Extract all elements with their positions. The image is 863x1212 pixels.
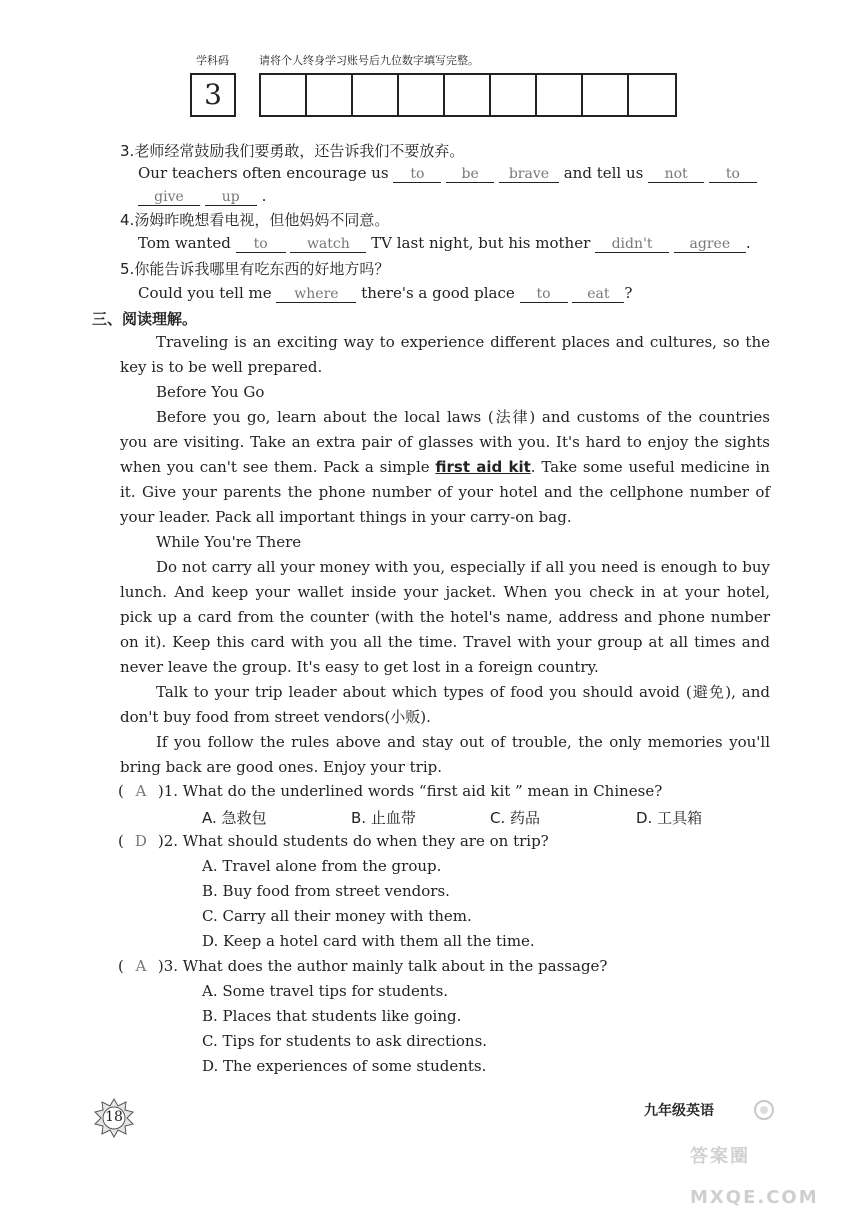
answer-blank[interactable]: not xyxy=(648,166,704,183)
paragraph-while-2: Talk to your trip leader about which types of food you should avoid (避免), and don't buy food from street vendors(小贩). xyxy=(120,683,770,726)
answer-blank[interactable]: to xyxy=(393,166,441,183)
item-4-chinese xyxy=(120,209,389,230)
answer-blank[interactable]: brave xyxy=(499,166,559,183)
digit-box[interactable] xyxy=(353,75,399,115)
underlined-phrase: first aid kit xyxy=(435,458,531,476)
answer-blank[interactable]: agree xyxy=(674,236,746,253)
digit-box[interactable] xyxy=(307,75,353,115)
item-3-line-2 xyxy=(138,187,266,206)
page-number: 18 xyxy=(105,1109,123,1125)
answer-blank[interactable]: to xyxy=(236,236,286,253)
sentence-text: Our teachers often encourage us xyxy=(138,164,389,182)
section-title: 三、阅读理解。 xyxy=(92,310,198,328)
option[interactable]: C. 药品 xyxy=(490,809,541,827)
option[interactable]: C. Tips for students to ask directions. xyxy=(202,1032,488,1050)
heading-before-you-go: Before You Go xyxy=(156,383,265,401)
option[interactable]: A. 急救包 xyxy=(202,809,267,827)
digit-box[interactable] xyxy=(261,75,307,115)
item-chinese-text: 老师经常鼓励我们要勇敢，还告诉我们不要放弃。 xyxy=(134,142,465,160)
digit-box[interactable] xyxy=(583,75,629,115)
subject-code-label: 学科码 xyxy=(196,54,229,67)
paragraph-conclusion: If you follow the rules above and stay out of trouble, the only memories you'll bring back are good ones. Enjoy your trip. xyxy=(120,733,770,776)
sentence-text: and tell us xyxy=(563,164,644,182)
answer-blank[interactable]: watch xyxy=(290,236,366,253)
question-text: )1. What do the underlined words “first aid kit ” mean in Chinese? xyxy=(157,782,663,800)
answer-blank[interactable]: didn't xyxy=(595,236,669,253)
answer-blank[interactable]: to xyxy=(520,286,568,303)
digit-box[interactable] xyxy=(629,75,675,115)
sentence-text: there's a good place xyxy=(361,284,515,302)
item-5-chinese xyxy=(120,258,389,279)
paragraph-text: Before you go, learn about the local laws (法律) and customs of the countries you are visiting. Take an extra pair of glasses with you. It's hard to enjoy the sights when you can't see them. Pack a simple xyxy=(120,408,770,476)
question-3: ( A )3. What does the author mainly talk about in the passage? xyxy=(118,957,608,975)
answer-mark[interactable]: D xyxy=(134,832,147,850)
digit-box[interactable] xyxy=(399,75,445,115)
item-5-line xyxy=(138,284,632,303)
digit-box[interactable] xyxy=(445,75,491,115)
option[interactable]: B. Places that students like going. xyxy=(202,1007,462,1025)
digit-box[interactable] xyxy=(491,75,537,115)
sentence-text: Could you tell me xyxy=(138,284,272,302)
paragraph-while-1: Do not carry all your money with you, especially if all you need is enough to buy lunch. And keep your wallet inside your jacket. When you check in at your hotel, pick up a card from the counter (with the hotel's name, address and phone number on it). Keep this card with you all the time. Travel with your group at all times and never leave the group. It's easy to get lost in a foreign country. xyxy=(120,558,770,676)
sentence-end: . xyxy=(745,234,751,252)
option[interactable]: A. Some travel tips for students. xyxy=(202,982,449,1000)
item-3-chinese xyxy=(120,140,464,161)
item-chinese-text: 汤姆昨晚想看电视，但他妈妈不同意。 xyxy=(134,211,390,229)
paragraph-text: . Take some useful medicine in it. Give your parents the phone number of your hotel and the cellphone number of your leader. Pack all important things in your carry-on bag. xyxy=(120,458,770,526)
option[interactable]: A. Travel alone from the group. xyxy=(202,857,442,875)
digit-box[interactable] xyxy=(537,75,583,115)
answer-blank[interactable]: give xyxy=(138,189,200,206)
question-text: )3. What does the author mainly talk about in the passage? xyxy=(157,957,608,975)
answer-blank[interactable]: where xyxy=(276,286,356,303)
book-label: 九年级英语 xyxy=(644,1103,714,1119)
option[interactable]: D. Keep a hotel card with them all the time. xyxy=(202,932,535,950)
sentence-text: TV last night, but his mother xyxy=(371,234,591,252)
decorative-swirl-icon xyxy=(752,1098,782,1122)
item-number: 5. xyxy=(120,260,135,278)
item-chinese-text: 你能告诉我哪里有吃东西的好地方吗？ xyxy=(134,260,390,278)
item-number: 4. xyxy=(120,211,135,229)
option[interactable]: D. 工具箱 xyxy=(636,809,703,827)
sentence-text: Tom wanted xyxy=(138,234,231,252)
option[interactable]: B. 止血带 xyxy=(351,809,416,827)
answer-blank[interactable]: up xyxy=(205,189,257,206)
question-2: ( D )2. What should students do when they are on trip? xyxy=(118,832,549,850)
item-number: 3. xyxy=(120,142,135,160)
answer-blank[interactable]: be xyxy=(446,166,494,183)
question-text: )2. What should students do when they are on trip? xyxy=(157,832,549,850)
sentence-end: ? xyxy=(624,284,633,302)
heading-while-youre-there: While You're There xyxy=(156,533,302,551)
question-1: ( A )1. What do the underlined words “first aid kit ” mean in Chinese? xyxy=(118,782,663,800)
item-3-line-1 xyxy=(138,164,757,183)
account-instruction: 请将个人终身学习账号后九位数字填写完整。 xyxy=(259,54,479,67)
answer-mark[interactable]: A xyxy=(135,957,147,975)
item-4-line xyxy=(138,234,751,253)
option[interactable]: B. Buy food from street vendors. xyxy=(202,882,450,900)
answer-blank[interactable]: to xyxy=(709,166,757,183)
option[interactable]: C. Carry all their money with them. xyxy=(202,907,472,925)
subject-code-box: 3 xyxy=(190,73,236,117)
answer-mark[interactable]: A xyxy=(135,782,147,800)
paragraph-before-you-go xyxy=(120,405,770,530)
passage-intro: Traveling is an exciting way to experience different places and cultures, so the key is to be well prepared. xyxy=(120,333,770,376)
account-digit-boxes xyxy=(259,73,677,117)
answer-blank[interactable]: eat xyxy=(572,286,624,303)
page-number-badge xyxy=(94,1098,134,1138)
sentence-end: . xyxy=(261,187,267,205)
option[interactable]: D. The experiences of some students. xyxy=(202,1057,487,1075)
watermark-text: 答案圈 MXQE.COM xyxy=(690,1146,819,1208)
